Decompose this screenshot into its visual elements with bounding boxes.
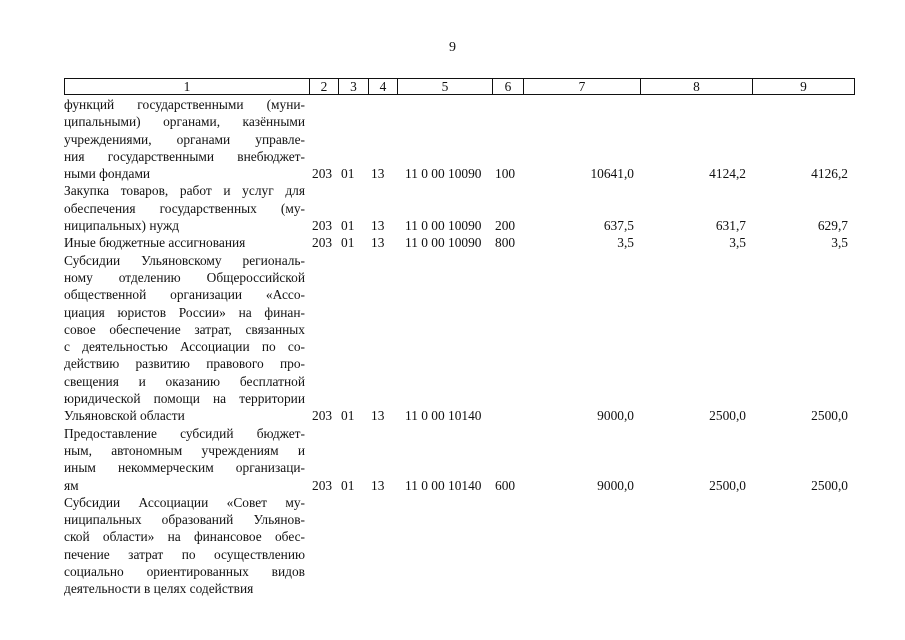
description-line: совое обеспечение затрат, связанных <box>64 321 305 337</box>
table-row <box>64 96 854 182</box>
description-line: свещения и оказанию бесплатной <box>64 373 305 389</box>
description-line: с деятельностью Ассоциации по со- <box>64 339 305 355</box>
column-header-5: 5 <box>398 79 493 95</box>
cell-admin-code: 203 <box>312 477 333 493</box>
cell-expense-type: 800 <box>495 235 516 251</box>
page-number: 9 <box>449 40 456 55</box>
cell-amount-col9: 2500,0 <box>811 477 848 493</box>
cell-amount-col7: 9000,0 <box>597 477 634 493</box>
cell-amount-col8: 4124,2 <box>709 166 746 182</box>
cell-target-article: 11 0 00 10140 <box>405 477 482 493</box>
cell-admin-code: 203 <box>312 408 333 424</box>
description-line: учреждениями, органами управле- <box>64 131 305 147</box>
column-header-6: 6 <box>493 79 524 95</box>
column-header-7: 7 <box>524 79 641 95</box>
cell-amount-col9: 3,5 <box>831 235 848 251</box>
cell-admin-code: 203 <box>312 218 333 234</box>
description-line: функций государственными (муни- <box>64 97 305 112</box>
cell-amount-col8: 2500,0 <box>709 477 746 493</box>
description-line: социально ориентированных видов <box>64 564 305 580</box>
row-description <box>64 182 309 234</box>
column-header-9: 9 <box>753 79 855 95</box>
description-line: ской области» на финансовое обес- <box>64 529 305 545</box>
cell-admin-code: 203 <box>312 166 333 182</box>
column-header-4: 4 <box>369 79 398 95</box>
cell-section <box>338 494 368 598</box>
table-row <box>64 234 854 251</box>
description-line: юридической помощи на территории <box>64 391 305 407</box>
description-line: Предоставление субсидий бюджет- <box>64 425 305 441</box>
cell-subsection: 13 <box>371 408 385 424</box>
cell-amount-col8: 2500,0 <box>709 408 746 424</box>
cell-amount-col7: 10641,0 <box>590 166 634 182</box>
column-header-row <box>64 78 855 95</box>
description-line: иным некоммерческим организаци- <box>64 460 305 476</box>
description-line: общественной организации «Ассо- <box>64 287 305 303</box>
cell-subsection: 13 <box>371 166 385 182</box>
budget-table <box>64 96 854 598</box>
cell-section: 01 <box>341 218 355 234</box>
table-row <box>64 252 854 425</box>
description-line: Субсидии Ассоциации «Совет му- <box>64 494 305 510</box>
cell-amount-col8 <box>640 494 752 598</box>
cell-target-article: 11 0 00 10140 <box>405 408 482 424</box>
cell-amount-col9: 2500,0 <box>811 408 848 424</box>
description-line: ципальными) органами, казёнными <box>64 114 305 130</box>
cell-amount-col8: 3,5 <box>729 235 746 251</box>
description-line: печение затрат по осуществлению <box>64 546 305 562</box>
cell-amount-col9 <box>752 494 854 598</box>
cell-section: 01 <box>341 408 355 424</box>
table-row <box>64 494 854 598</box>
description-line: ям <box>64 477 79 493</box>
row-description <box>64 234 309 251</box>
description-line: ным, автономным учреждениям и <box>64 442 305 458</box>
cell-subsection: 13 <box>371 477 385 493</box>
cell-amount-col9: 629,7 <box>817 218 848 234</box>
cell-subsection: 13 <box>371 218 385 234</box>
cell-admin-code <box>309 494 338 598</box>
cell-amount-col7: 637,5 <box>603 218 634 234</box>
column-header-2: 2 <box>310 79 339 95</box>
cell-amount-col7: 3,5 <box>617 235 634 251</box>
description-line: Закупка товаров, работ и услуг для <box>64 183 305 199</box>
description-line: Ульяновской области <box>64 408 185 424</box>
column-header-8: 8 <box>641 79 753 95</box>
cell-target-article: 11 0 00 10090 <box>405 218 482 234</box>
cell-section: 01 <box>341 235 355 251</box>
description-line: циация юристов России» на финан- <box>64 304 305 320</box>
cell-expense-type <box>492 252 523 425</box>
column-header-3: 3 <box>339 79 369 95</box>
cell-amount-col9: 4126,2 <box>811 166 848 182</box>
description-line: ния государственными внебюджет- <box>64 148 305 164</box>
cell-subsection: 13 <box>371 235 385 251</box>
table-row <box>64 425 854 494</box>
description-line: ниципальных) нужд <box>64 218 180 234</box>
row-description <box>64 96 309 182</box>
description-line: деятельности в целях содействия <box>64 581 254 597</box>
description-line: действию развитию правового про- <box>64 356 305 372</box>
cell-expense-type: 200 <box>495 218 516 234</box>
cell-amount-col7 <box>523 494 640 598</box>
description-line: обеспечения государственных (му- <box>64 200 305 216</box>
description-line: ниципальных образований Ульянов- <box>64 512 305 528</box>
cell-target-article: 11 0 00 10090 <box>405 235 482 251</box>
cell-admin-code: 203 <box>312 235 333 251</box>
row-description <box>64 425 309 494</box>
cell-target-article: 11 0 00 10090 <box>405 166 482 182</box>
row-description <box>64 252 309 425</box>
description-line: Иные бюджетные ассигнования <box>64 235 246 251</box>
cell-subsection <box>368 494 397 598</box>
table-row <box>64 182 854 234</box>
cell-expense-type: 600 <box>495 477 516 493</box>
cell-amount-col8: 631,7 <box>715 218 746 234</box>
cell-amount-col7: 9000,0 <box>597 408 634 424</box>
cell-expense-type: 100 <box>495 166 516 182</box>
cell-section: 01 <box>341 166 355 182</box>
cell-target-article <box>397 494 492 598</box>
row-description <box>64 494 309 598</box>
column-header-1: 1 <box>65 79 310 95</box>
description-line: ному отделению Общероссийской <box>64 269 305 285</box>
cell-expense-type <box>492 494 523 598</box>
description-line: ными фондами <box>64 166 151 182</box>
cell-section: 01 <box>341 477 355 493</box>
description-line: Субсидии Ульяновскому региональ- <box>64 252 305 268</box>
